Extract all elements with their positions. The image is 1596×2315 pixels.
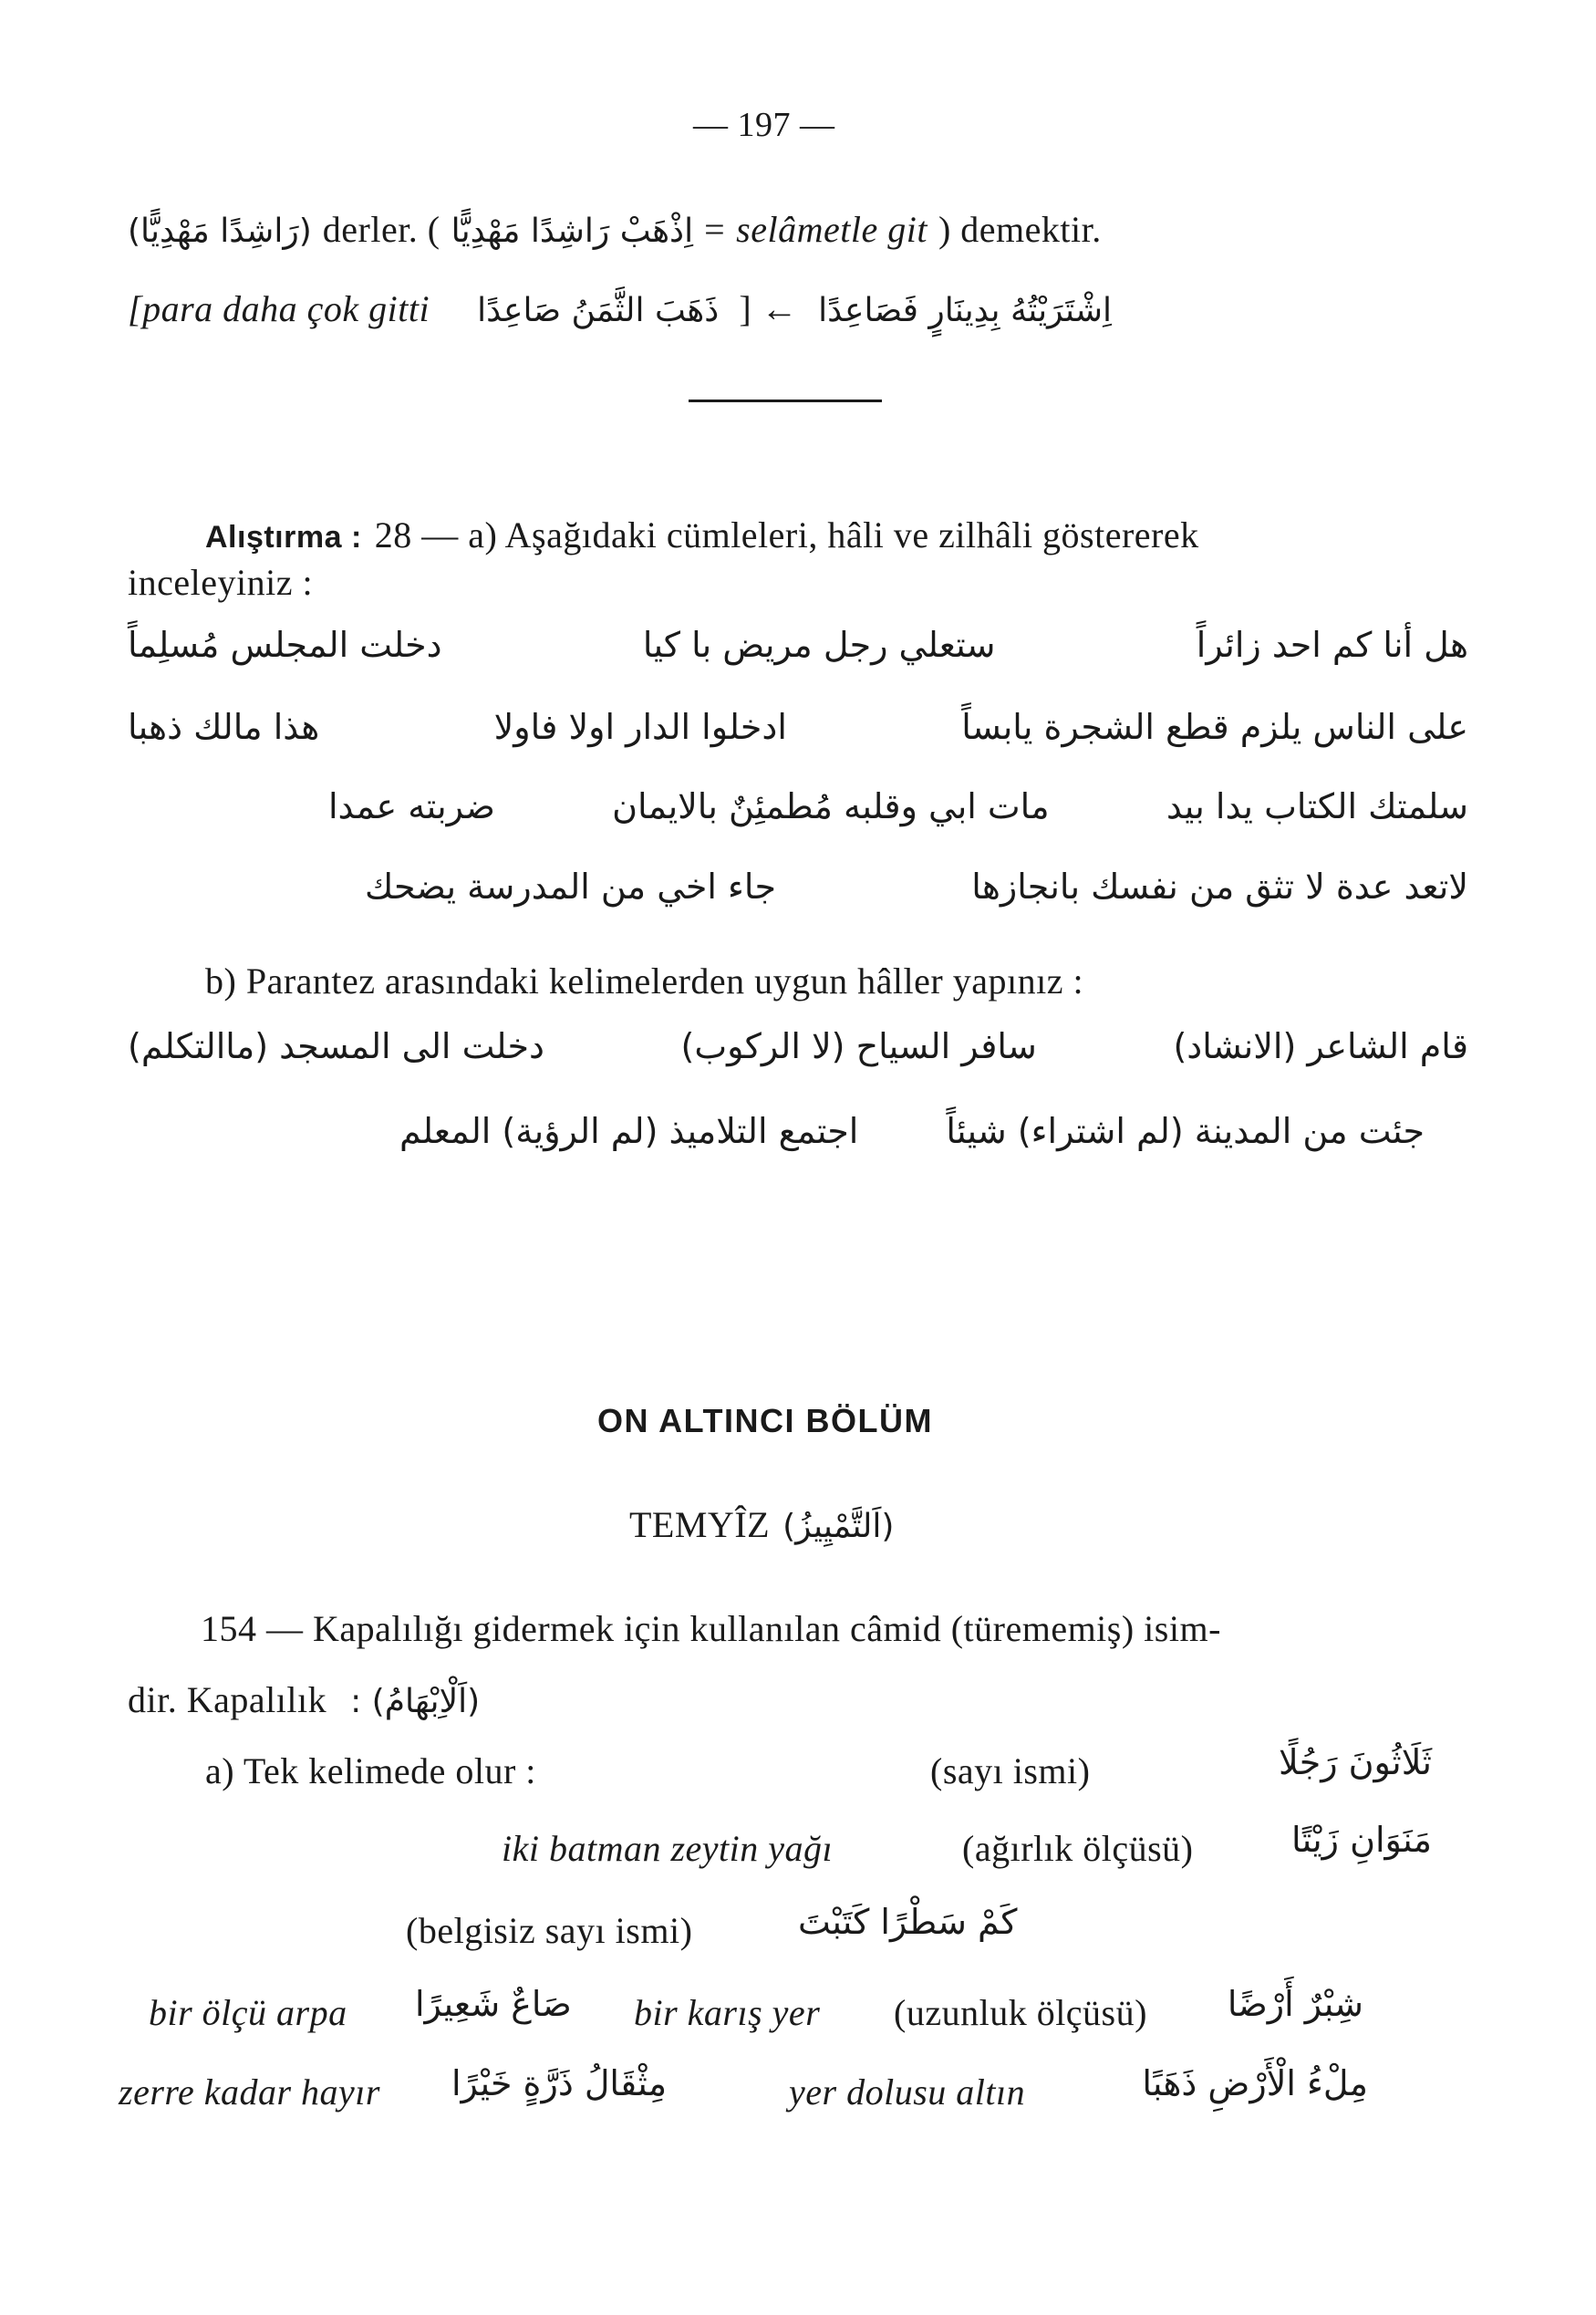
exercise-row-2 — [128, 707, 1468, 747]
exercise-b-row-1 — [128, 1026, 1468, 1066]
arabic-sentence: على الناس يلزم قطع الشجرة يابساً — [961, 707, 1468, 747]
arabic-sentence: دخلت المجلس مُسلِماً — [128, 625, 442, 665]
text: derler. ( — [322, 209, 440, 250]
arabic-sentence: جئت من المدينة (لم اشتراء) شيئاً — [946, 1111, 1425, 1151]
example-a-note: (sayı ismi) — [930, 1750, 1091, 1791]
example-3-arabic: كَمْ سَطْرًا كَتَبْتَ — [798, 1902, 1018, 1942]
example-a-arabic: ثَلَاثُونَ رَجُلًا — [1279, 1742, 1432, 1782]
arabic-phrase: ذَهَبَ الثَّمَنُ صَاعِدًا — [477, 292, 720, 329]
top-line-2 — [128, 287, 1112, 330]
arabic-sentence: سافر السياح (لا الركوب) — [680, 1026, 1037, 1066]
section-subtitle — [629, 1503, 894, 1546]
arabic-sentence: ادخلوا الدار اولا فاولا — [493, 707, 787, 747]
example-5b-arabic: مِلْءُ الْأَرْضِ ذَهَبًا — [1142, 2063, 1368, 2103]
italic-translation: [para daha çok gitti — [128, 288, 430, 329]
example-5-translation: zerre kadar hayır — [119, 2071, 380, 2113]
arabic-sentence: مات ابي وقلبه مُطمئِنٌ بالايمان — [612, 786, 1050, 826]
example-2-translation: iki batman zeytin yağı — [502, 1828, 834, 1869]
italic-translation: selâmetle git — [736, 209, 928, 250]
text: dir. Kapalılık — [128, 1679, 327, 1720]
example-4-translation: bir ölçü arpa — [149, 1992, 347, 2033]
example-4-arabic: صَاعٌ شَعِيرًا — [415, 1984, 572, 2024]
exercise-row-1 — [128, 625, 1468, 665]
paragraph-154: 154 — Kapalılığı gidermek için kullanılan câmid (türememiş) isim- — [201, 1608, 1221, 1649]
exercise-row-3 — [328, 786, 1468, 826]
example-4b-note: (uzunluk ölçüsü) — [894, 1992, 1147, 2033]
exercise-heading: Alıştırma : — [205, 520, 362, 555]
arabic-sentence: قام الشاعر (الانشاد) — [1173, 1026, 1468, 1066]
arabic-sentence: دخلت الى المسجد (ماالتكلم) — [128, 1026, 544, 1066]
arabic-phrase: اِذْهَبْ رَاشِدًا مَهْدِيًّا — [451, 213, 694, 250]
example-3-note: (belgisiz sayı ismi) — [406, 1910, 693, 1951]
section-title: ON ALTINCI BÖLÜM — [597, 1402, 933, 1439]
arabic-sentence: سلمتك الكتاب يدا بيد — [1166, 786, 1468, 826]
arabic-sentence: جاء اخي من المدرسة يضحك — [365, 867, 776, 907]
arabic-sentence: هذا مالك ذهبا — [128, 707, 320, 747]
page-number: — 197 — — [693, 106, 835, 144]
example-a-label: a) Tek kelimede olur : — [205, 1750, 536, 1791]
arabic-sentence: ضربته عمدا — [328, 786, 495, 826]
exercise-row-4 — [365, 867, 1468, 907]
section-divider — [689, 400, 882, 402]
arabic-phrase: (رَاشِدًا مَهْدِيًّا) — [128, 213, 312, 250]
arabic-sentence: لاتعد عدة لا تثق من نفسك بانجازها — [971, 867, 1468, 907]
example-4b-arabic: شِبْرٌ أَرْضًا — [1227, 1984, 1363, 2024]
exercise-instruction-cont: inceleyiniz : — [128, 562, 314, 603]
subtitle-arabic: (اَلتَّمْيِيزُ) — [782, 1508, 895, 1545]
exercise-instruction: 28 — a) Aşağıdaki cümleleri, hâli ve zilhâli göstererek — [374, 514, 1199, 555]
exercise-b-instruction: b) Parantez arasındaki kelimelerden uygun hâller yapınız : — [205, 960, 1084, 1002]
arabic-term: (اَلْاِبْهَامُ) : — [350, 1683, 481, 1720]
example-2-arabic: مَنَوَانِ زَيْتًا — [1291, 1820, 1432, 1860]
top-line-1 — [128, 208, 1102, 251]
equals-sign: = — [704, 209, 726, 250]
bracket-arrow: ] ← — [739, 288, 799, 329]
arabic-sentence: هل أنا كم احد زائراً — [1196, 625, 1468, 665]
paragraph-154-cont — [128, 1678, 480, 1721]
example-5b-translation: yer dolusu altın — [789, 2071, 1026, 2113]
text: ) demektir. — [938, 209, 1102, 250]
example-4b-translation: bir karış yer — [634, 1992, 821, 2033]
example-5-arabic: مِثْقَالُ ذَرَّةٍ خَيْرًا — [451, 2063, 668, 2103]
example-2-note: (ağırlık ölçüsü) — [962, 1828, 1194, 1869]
arabic-sentence: اجتمع التلاميذ (لم الرؤية) المعلم — [399, 1111, 859, 1151]
exercise-b-row-2 — [356, 1111, 1468, 1151]
subtitle-text: TEMYÎZ — [629, 1504, 771, 1545]
arabic-sentence: ستعلي رجل مريض با كيا — [642, 625, 996, 665]
exercise-intro — [205, 514, 1199, 556]
arabic-phrase: اِشْتَرَيْتُهُ بِدِينَارٍ فَصَاعِدًا — [818, 292, 1113, 329]
